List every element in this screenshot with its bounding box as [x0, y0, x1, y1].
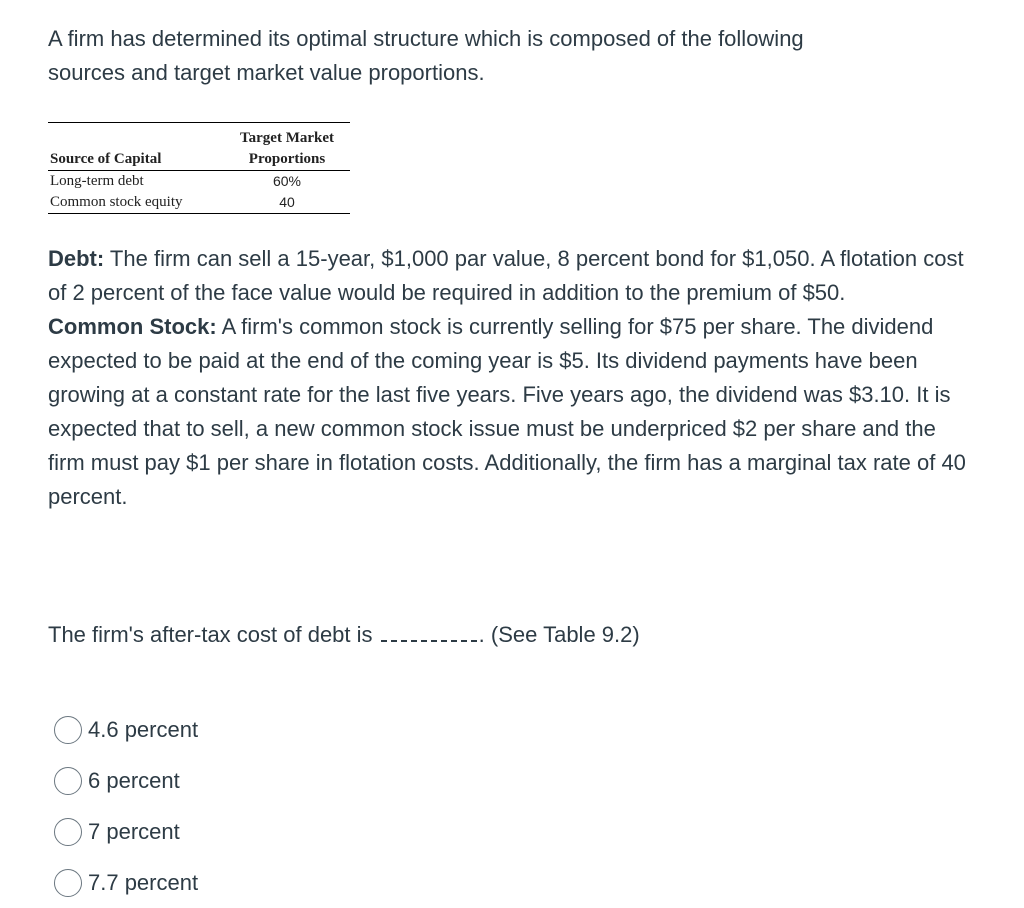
column-header-target-line-2: Proportions — [248, 151, 326, 167]
debt-label: Debt: — [48, 246, 105, 271]
radio-button[interactable] — [54, 767, 82, 795]
intro-line-1: A firm has determined its optimal structure which is composed of the following — [48, 26, 804, 51]
table-cell-value: 60% — [272, 173, 302, 189]
answer-blank — [381, 622, 477, 642]
table-cell-source: Long-term debt — [50, 173, 144, 189]
question-container — [48, 22, 978, 895]
question-prompt — [48, 618, 640, 652]
radio-button[interactable] — [54, 716, 82, 744]
answer-option-label[interactable]: 7.7 percent — [88, 869, 199, 895]
capital-structure-table — [48, 122, 350, 214]
debt-text: The firm can sell a 15-year, $1,000 par value, 8 percent bond for $1,050. A flotation cost of 2 percent of the face value would be required in addition to the premium of $50. — [48, 246, 964, 305]
answer-options — [54, 704, 198, 908]
answer-option-label[interactable]: 7 percent — [88, 818, 180, 844]
answer-option[interactable] — [54, 755, 198, 806]
table-cell-source: Common stock equity — [48, 192, 224, 214]
table-row — [48, 192, 350, 214]
table-cell-value: 40 — [224, 192, 350, 214]
radio-button[interactable] — [54, 869, 82, 897]
column-header-target — [224, 128, 350, 171]
question-text-before: The firm's after-tax cost of debt is — [48, 622, 373, 647]
table-row — [48, 171, 350, 193]
question-text-after: . (See Table 9.2) — [478, 622, 640, 647]
common-stock-text: A firm's common stock is currently selling for $75 per share. The dividend expected to be paid at the end of the coming year is $5. Its dividend payments have been growing at a constant rate for the last five years. Five years ago, the dividend was $3.10. It is expected that to sell, a new common stock issue must be underpriced $2 per share and the firm must pay $1 per share in flotation costs. Additionally, the firm has a marginal tax rate of 40 percent. — [48, 314, 966, 509]
answer-option[interactable] — [54, 704, 198, 755]
intro-line-2: sources and target market value proportions. — [48, 60, 485, 85]
answer-option[interactable] — [54, 806, 198, 857]
column-header-source: Source of Capital — [48, 128, 224, 171]
common-stock-paragraph — [48, 310, 978, 514]
radio-button[interactable] — [54, 818, 82, 846]
debt-paragraph — [48, 242, 978, 310]
column-header-target-line-1: Target Market — [240, 130, 334, 146]
common-stock-label: Common Stock: — [48, 314, 217, 339]
answer-option-label[interactable]: 6 percent — [88, 767, 180, 793]
answer-option[interactable] — [54, 857, 198, 908]
answer-option-label[interactable]: 4.6 percent — [88, 716, 199, 742]
intro-text — [48, 22, 978, 90]
problem-body — [48, 242, 978, 514]
